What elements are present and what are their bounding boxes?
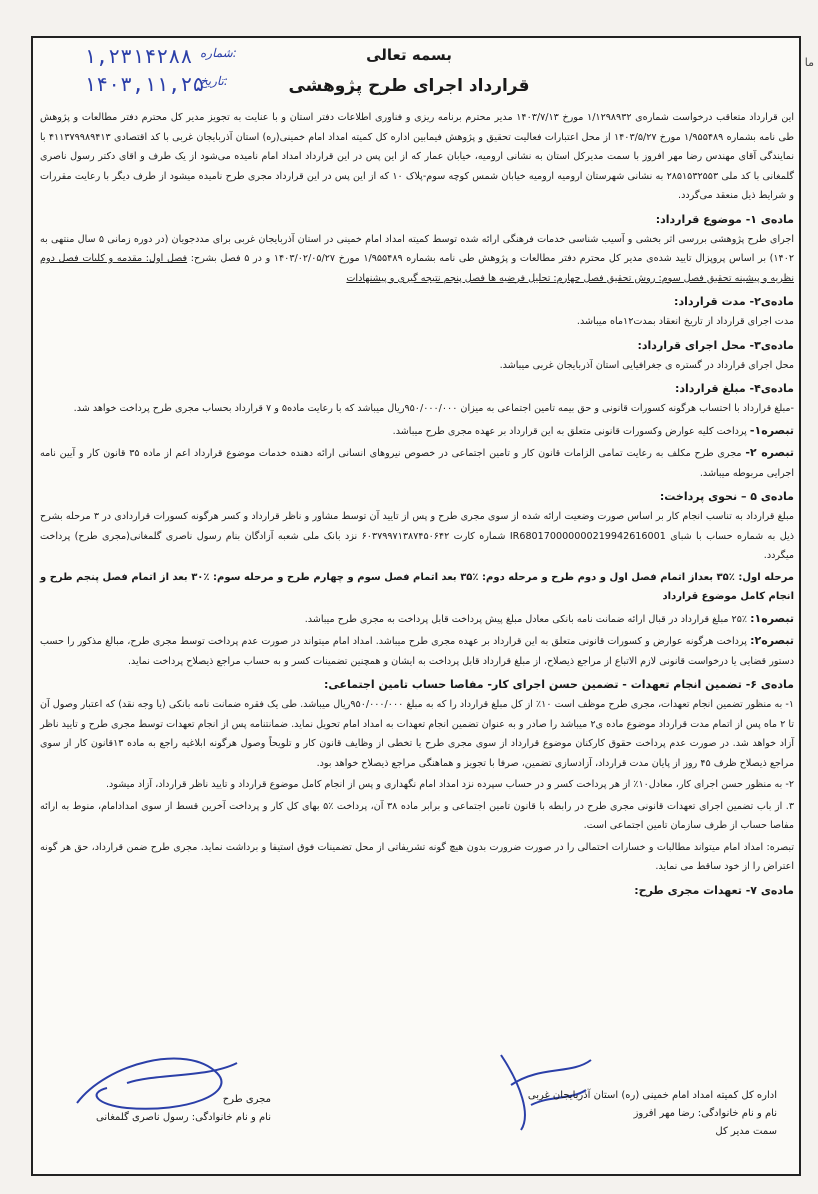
executor-label: مجری طرح	[222, 1094, 271, 1105]
basmala: بسمه تعالی	[366, 46, 452, 64]
section-6-item-3: ۳. از باب تضمین اجرای تعهدات قانونی مجری طرح در رابطه با قانون تامین اجتماعی و برابر ماده ۳۸ آن، پرداخت ٪۵ بهای کل کار و پرداخت آخرین قسط از سوی امدادامام، منوط به ارائه مفاصا حساب از طرف سازمان تامین اجتماعی است.	[40, 800, 794, 831]
section-4-note-2	[40, 443, 794, 483]
section-4-text: -مبلغ قرارداد با احتساب هرگونه کسورات قانونی و حق بیمه تامین اجتماعی به میزان ۹۵۰/۰۰۰/۰۰۰ریال میباشد که با رعایت ماده۵ و ۷ قرارداد بحساب مجری طرح پرداخت خواهد شد.	[73, 403, 794, 414]
section-3-text: محل اجرای قرارداد در گستره ی جغرافیایی استان آذربایجان غربی میباشد.	[499, 359, 794, 371]
section-1-heading: ماده‌ی ۱- موضوع قرارداد:	[655, 212, 794, 226]
signature-left	[61, 1091, 271, 1127]
signer-title: سمت مدیر کل	[715, 1126, 777, 1137]
note-label: تبصره۲:	[750, 634, 794, 647]
contract-body	[40, 108, 794, 901]
note-label: تبصره۱:	[750, 611, 794, 625]
executor-name: نام و نام خانوادگی: رسول ناصری گلمغانی	[96, 1112, 271, 1123]
signature-block	[31, 1055, 801, 1175]
intro-paragraph: این قرارداد متعاقب درخواست شماره‌ی ۱/۱۲۹۸۹۳۲ مورخ ۱۴۰۳/۷/۱۳ مدیر محترم برنامه ریزی و فناوری اطلاعات دفتر استان و با عنایت به تجویز مدیر کل محترم دفتر مطالعات و پژوهش طی نامه بشماره ۱/۹۵۵۴۸۹ مورخ ۱۴۰۳/۵/۲۷ از محل اعتبارات فعالیت تحقیق و پژوهش فیمابین اداره کل کمیته امداد امام خمینی(ره) استان آذربایجان غربی با کد اقتصادی ۴۱۱۳۷۹۹۸۹۴۱۳ با نمایندگی آقای مهندس رضا مهر افروز با سمت مدیرکل استان به نشانی ارومیه، خیابان عمار که از این پس در این قرارداد امداد امام نامیده می‌شود از یک طرف و اقای دکتر رسول ناصری گلمغانی با کد ملی ۲۸۵۱۵۳۲۵۵۳ به نشانی شهرستان ارومیه ارومیه خیابان شمس کوچه سوم-پلاک ۱۰ که از این پس در این قرارداد مجری طرح نامیده میشود از طرف دیگر با رعایت مقررات و شرایط ذیل منعقد می‌گردد.	[40, 112, 794, 201]
section-6-heading: ماده‌ی ۶- تضمین انجام تعهدات - تضمین حسن اجرای کار- مفاصا حساب تامین اجتماعی:	[323, 678, 794, 691]
note-text: ٪۲۵ مبلغ قرارداد در قبال ارائه ضمانت نامه بانکی معادل مبلغ پیش پرداخت قابل پرداخت به مجری طرح میباشد.	[304, 613, 748, 625]
section-4-heading: ماده‌ی۴- مبلغ قرارداد:	[674, 382, 794, 395]
number-label: شماره:	[200, 46, 237, 60]
document-title: قرارداد اجرای طرح پژوهشی	[288, 76, 530, 96]
section-4-note-1	[40, 421, 794, 442]
section-5-note-1	[40, 609, 794, 630]
document-header	[0, 46, 818, 96]
date-label: تاریخ:	[200, 74, 228, 88]
section-6-item-1: ۱- به منظور تضمین انجام تعهدات، مجری طرح موظف است ۱۰٪ از کل مبلغ قرارداد را که به مبلغ ۹۵۰/۰۰۰/۰۰۰ریال میباشد. طی یک فقره ضمانت نامه بانکی (یا وجه نقد) که اعتبار وصول آن تا ۲ ماه پس از اتمام مدت قرارداد موضوع ماده ی۲ میباشد را صادر و به عنوان تضمین انجام تعهدات به امداد امام تحویل نماید. ضمانتنامه پس از انجام تعهدات توسط مجری طرح و تایید ناظر آزاد خواهد شد. در صورت عدم پرداخت حقوق کارکنان موضوع قرارداد از سوی مجری طرح یا تخطی از وظایف قانون کار و تلویحاً وصول هرگونه ابلاغیه راجع به ماده ۱۳قانون کار از سوی مراجع ذیصلاح ظرف ۴۵ روز از پایان مدت قرارداد، آزادسازی تضمین، صرفا با تجویز و هماهنگی مراجع ذیصلاح خواهد بود.	[40, 699, 795, 769]
handwritten-number: ۱,۲۳۱۴۲۸۸	[84, 44, 193, 68]
section-1-chapters: فصل اول: مقدمه و کلیات فصل دوم نظریه و پیشینه تحقیق فصل سوم: روش تحقیق فصل چهارم: تحلیل فرضیه ها فصل پنجم نتیجه گیری و پیشنهادات	[40, 253, 794, 284]
signature-right	[528, 1087, 777, 1141]
signer-name: نام و نام خانوادگی: رضا مهر افروز	[633, 1108, 777, 1119]
note-text: مجری طرح مکلف به رعایت تمامی الزامات قانون کار و تامین اجتماعی در خصوص نیروهای انسانی ارائه دهنده خدمات موضوع قرارداد اعم از ماده ۳۵ قانون کار و آیین نامه اجرایی مربوطه میباشد.	[40, 448, 794, 479]
side-mark: ما	[804, 56, 814, 69]
section-6-note: تبصره: امداد امام میتواند مطالبات و خسارات احتمالی را در صورت ضرورت بدون هیچ گونه تشریفاتی از محل تضمینات فوق استیفا و برداشت نماید. مجری طرح ضمن قرارداد، حق هر گونه اعتراض را از خود ساقط می نماید.	[40, 841, 794, 872]
section-6-item-2: ۲- به منظور حسن اجرای کار، معادل۱۰٪ از هر پرداخت کسر و در حساب سپرده نزد امداد امام نگهداری و پس از انجام کامل موضوع قرارداد و تایید ناظر قرارداد، آزاد میشود.	[105, 779, 794, 790]
note-label: تبصره۱-	[749, 423, 794, 437]
section-1-text	[40, 230, 794, 289]
org-name: اداره کل کمیته امداد امام خمینی (ره) استان آذربایجان غربی	[527, 1090, 777, 1101]
note-text: پرداخت هرگونه عوارض و کسورات قانونی متعلق به این قرارداد بر عهده مجری طرح میباشد. امداد امام میتواند در صورت عدم پرداخت توسط مجری طرح، مبالغ مذکور را حسب دستور قضایی یا درخواست قانونی لازم الاتباع از مراجع ذیصلاح، از مبلغ قرارداد قابل پرداخت به ایشان و همچنین تضمینات کسر و به حساب مراجع ذیصلاح پرداخت نماید.	[40, 636, 794, 667]
section-3-heading: ماده‌ی۳- محل اجرای قرارداد:	[637, 338, 794, 352]
note-label: تبصره ۲-	[745, 446, 794, 459]
section-2-heading: ماده‌ی۲- مدت قرارداد:	[674, 295, 794, 308]
section-1-body: اجرای طرح پژوهشی بررسی اثر بخشی و آسیب شناسی خدمات فرهنگی ارائه شده توسط کمیته امداد امام خمینی در استان آذربایجان غربی برای مددجویان (در دوره زمانی ۵ سال منتهی به ۱۴۰۲) بر اساس پروپزال تایید شده‌ی مدیر کل محترم دفتر مطالعات و پژوهش طی نامه بشماره ۱/۹۵۵۴۸۹ مورخ ۱۴۰۳/۰۲/۰۵/۲۷ و در ۵ فصل بشرح:	[40, 233, 795, 264]
section-7-heading: ماده‌ی ۷- تعهدات مجری طرح:	[634, 883, 794, 897]
note-text: پرداخت کلیه عوارض وکسورات قانونی متعلق به این قرارداد بر عهده مجری طرح میباشد.	[392, 425, 747, 437]
section-2-text: مدت اجرای قرارداد از تاریخ انعقاد بمدت۱۲ماه میباشد.	[576, 316, 794, 327]
section-5-note-2	[40, 631, 794, 671]
payment-stages: مرحله اول: ٪۳۵ بعداز اتمام فصل اول و دوم طرح و مرحله دوم: ٪۳۵ بعد اتمام فصل سوم و چهارم طرح و مرحله سوم: ٪۳۰ بعد از اتمام فصل پنجم طرح و انجام کامل موضوع قرارداد	[40, 571, 794, 602]
section-5-heading: ماده‌ی ۵ – نحوی پرداخت:	[659, 490, 794, 503]
section-5-text: مبلغ قرارداد به تناسب انجام کار بر اساس صورت وضعیت ارائه شده از سوی مجری طرح و پس از تایید آن توسط مشاور و ناظر قرارداد و کسر هرگونه کسورات قراردادی در ۳ مرحله بشرح ذیل به شماره حساب با شبای IR680170000000219942616001 شماره کارت ۶۰۳۷۹۹۷۱۳۸۷۴۵۰۶۴۲ نزد بانک ملی شعبه آزادگان بنام رسول ناصری گلمغانی(مجری طرح) پرداخت میگردد.	[40, 511, 794, 561]
handwritten-date: ۱۴۰۳,۱۱,۲۵	[84, 72, 205, 96]
